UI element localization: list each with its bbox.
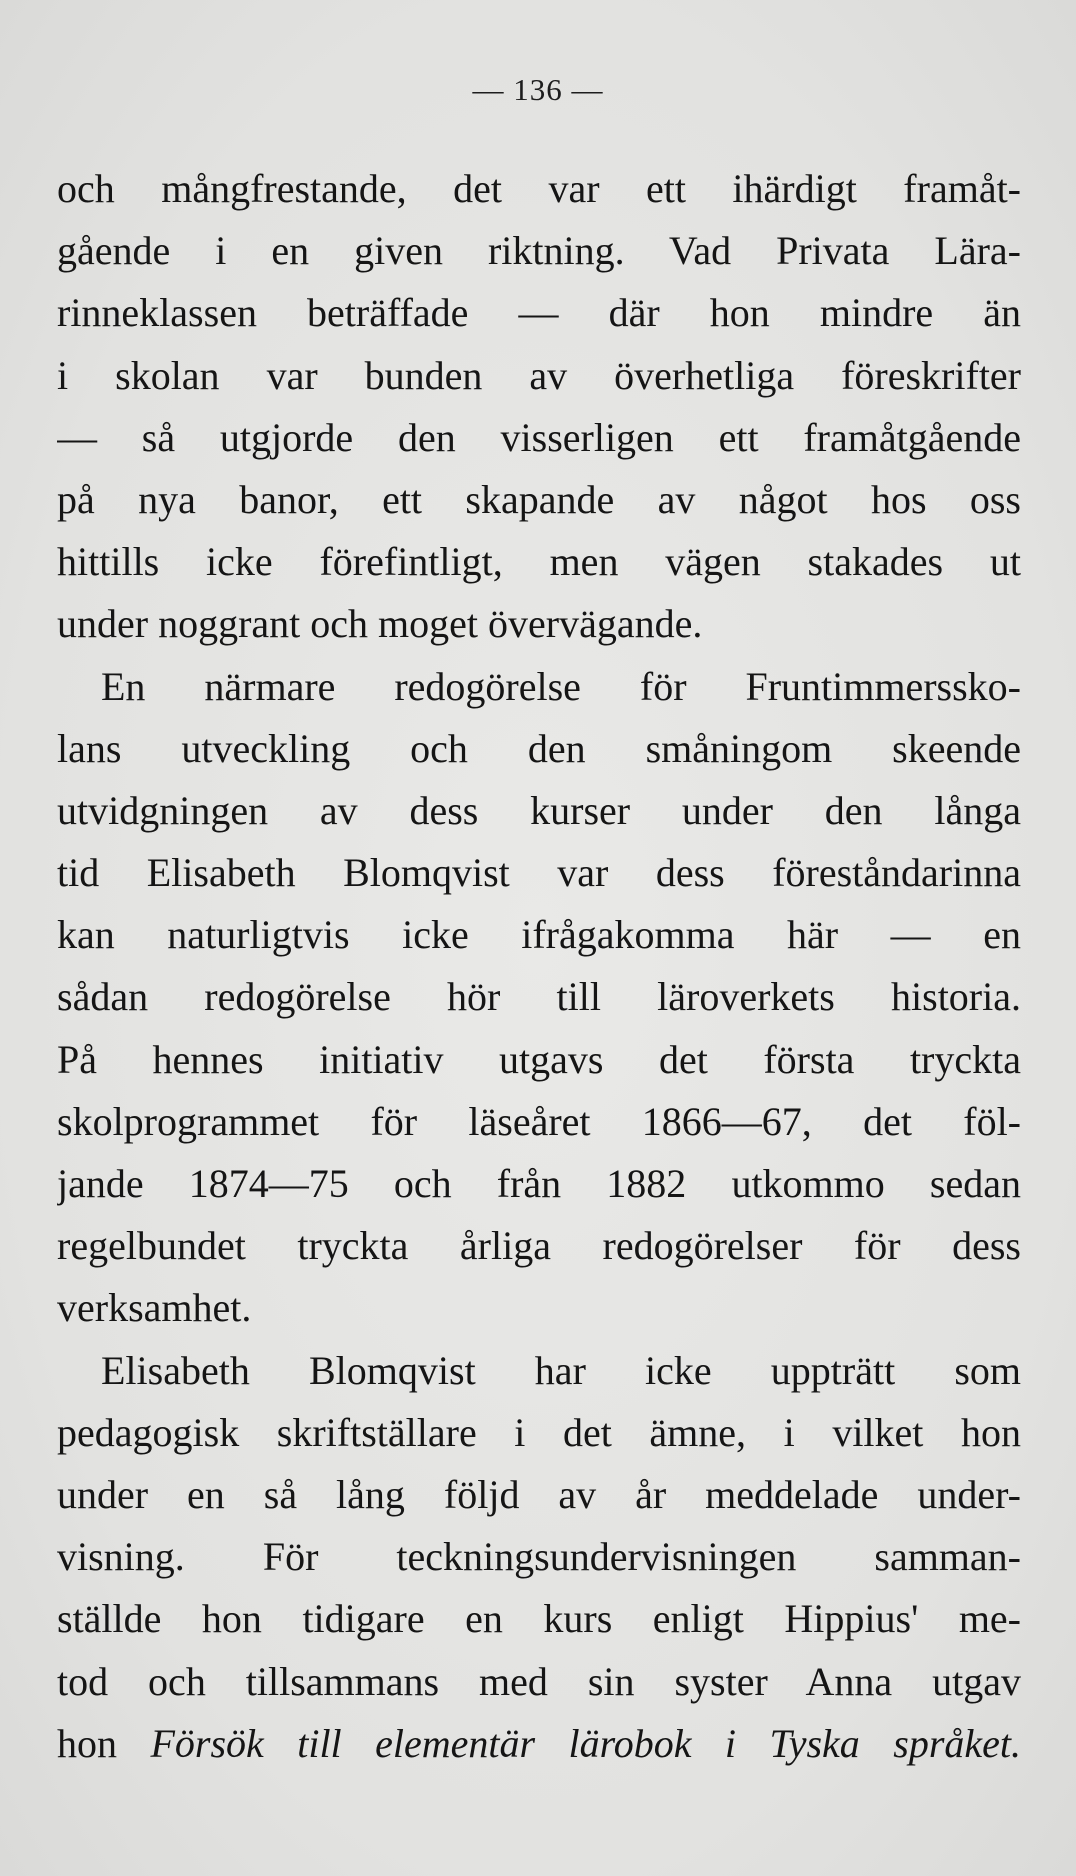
- text-line: lans utveckling och den småningom skeende: [57, 725, 1021, 771]
- text-line: och mångfrestande, det var ett ihärdigt framåt-: [57, 166, 1021, 211]
- book-title: Försök till elementär lärobok i Tyska språket.: [150, 1720, 1021, 1766]
- text-line: regelbundet tryckta årliga redogörelser för dess: [57, 1223, 1021, 1269]
- text-line: Elisabeth Blomqvist har icke uppträtt som: [101, 1347, 1021, 1393]
- text-line: rinneklassen beträffade — där hon mindre än: [57, 290, 1021, 336]
- text-line: hittills icke förefintligt, men vägen stakades ut: [57, 539, 1021, 585]
- text-line: ställde hon tidigare en kurs enligt Hippius' me-: [57, 1596, 1021, 1642]
- text-line: under en så lång följd av år meddelade under-: [57, 1471, 1021, 1517]
- text-line: pedagogisk skriftställare i det ämne, i vilket hon: [57, 1409, 1021, 1455]
- text-line: verksamhet.: [57, 1285, 252, 1331]
- text-line: i skolan var bunden av överhetliga föreskrifter: [57, 352, 1021, 398]
- text-line: på nya banor, ett skapande av något hos oss: [57, 476, 1021, 522]
- body-text: [57, 158, 1021, 1775]
- text-line: skolprogrammet för läseåret 1866—67, det föl-: [57, 1098, 1021, 1144]
- text-line: På hennes initiativ utgavs det första tryckta: [57, 1036, 1021, 1082]
- text-line: kan naturligtvis icke ifrågakomma här — en: [57, 912, 1021, 958]
- text-line: sådan redogörelse hör till läroverkets historia.: [57, 974, 1021, 1020]
- text-line: gående i en given riktning. Vad Privata Lära-: [57, 228, 1021, 274]
- text-line: jande 1874—75 och från 1882 utkommo sedan: [57, 1161, 1021, 1206]
- text-line: En närmare redogörelse för Fruntimmerssko-: [101, 663, 1021, 709]
- text-line: tid Elisabeth Blomqvist var dess föreståndarinna: [57, 850, 1021, 896]
- text-line: tod och tillsammans med sin syster Anna utgav: [57, 1658, 1021, 1704]
- text-prefix: hon: [57, 1720, 151, 1766]
- text-line: utvidgningen av dess kurser under den långa: [57, 787, 1021, 833]
- text-line-final: [57, 1713, 1021, 1775]
- page-number: — 136 —: [472, 72, 604, 107]
- text-line: under noggrant och moget övervägande.: [57, 601, 703, 647]
- text-line: — så utgjorde den visserligen ett framåtgående: [57, 414, 1021, 460]
- text-line: visning. För teckningsundervisningen samman-: [57, 1534, 1021, 1580]
